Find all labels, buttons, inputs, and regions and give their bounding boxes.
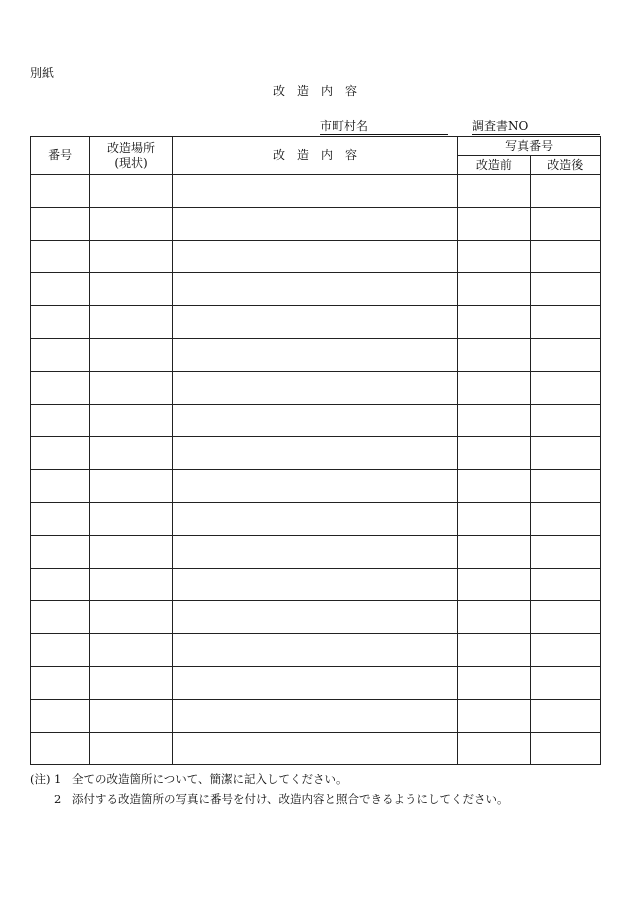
cell-location[interactable] xyxy=(90,535,172,568)
cell-photo-before[interactable] xyxy=(458,273,530,306)
table-row xyxy=(31,437,601,470)
header-location-line2: (現状) xyxy=(114,155,148,170)
cell-photo-before[interactable] xyxy=(458,404,530,437)
cell-content[interactable] xyxy=(172,470,457,503)
cell-photo-after[interactable] xyxy=(530,273,600,306)
header-after: 改造後 xyxy=(530,156,600,175)
cell-photo-after[interactable] xyxy=(530,207,600,240)
cell-photo-before[interactable] xyxy=(458,502,530,535)
municipality-field[interactable] xyxy=(320,118,448,135)
table-row xyxy=(31,273,601,306)
cell-number[interactable] xyxy=(31,634,90,667)
cell-photo-before[interactable] xyxy=(458,338,530,371)
cell-content[interactable] xyxy=(172,732,457,765)
cell-location[interactable] xyxy=(90,437,172,470)
cell-location[interactable] xyxy=(90,601,172,634)
table-row xyxy=(31,666,601,699)
cell-location[interactable] xyxy=(90,666,172,699)
cell-location[interactable] xyxy=(90,404,172,437)
cell-photo-before[interactable] xyxy=(458,601,530,634)
cell-location[interactable] xyxy=(90,568,172,601)
cell-number[interactable] xyxy=(31,601,90,634)
table-row xyxy=(31,699,601,732)
cell-number[interactable] xyxy=(31,273,90,306)
cell-photo-before[interactable] xyxy=(458,535,530,568)
note-number: 1 xyxy=(54,772,62,786)
header-photo-number: 写真番号 xyxy=(458,137,601,156)
cell-content[interactable] xyxy=(172,404,457,437)
cell-content[interactable] xyxy=(172,371,457,404)
cell-location[interactable] xyxy=(90,306,172,339)
cell-location[interactable] xyxy=(90,240,172,273)
note-text: 全ての改造箇所について、簡潔に記入してください。 xyxy=(72,772,348,786)
cell-content[interactable] xyxy=(172,666,457,699)
cell-photo-before[interactable] xyxy=(458,634,530,667)
cell-content[interactable] xyxy=(172,535,457,568)
cell-photo-before[interactable] xyxy=(458,470,530,503)
cell-number[interactable] xyxy=(31,306,90,339)
cell-number[interactable] xyxy=(31,240,90,273)
cell-content[interactable] xyxy=(172,207,457,240)
cell-location[interactable] xyxy=(90,732,172,765)
cell-number[interactable] xyxy=(31,732,90,765)
cell-number[interactable] xyxy=(31,502,90,535)
cell-photo-after[interactable] xyxy=(530,371,600,404)
cell-number[interactable] xyxy=(31,404,90,437)
cell-photo-after[interactable] xyxy=(530,175,600,208)
cell-location[interactable] xyxy=(90,338,172,371)
survey-number-label: 調査書NO xyxy=(472,119,529,133)
table-body xyxy=(31,175,601,765)
cell-photo-after[interactable] xyxy=(530,240,600,273)
table-row xyxy=(31,404,601,437)
cell-photo-after[interactable] xyxy=(530,568,600,601)
cell-content[interactable] xyxy=(172,699,457,732)
cell-photo-before[interactable] xyxy=(458,207,530,240)
cell-content[interactable] xyxy=(172,240,457,273)
cell-content[interactable] xyxy=(172,338,457,371)
modification-table xyxy=(30,136,601,765)
cell-photo-before[interactable] xyxy=(458,175,530,208)
cell-number[interactable] xyxy=(31,437,90,470)
cell-number[interactable] xyxy=(31,470,90,503)
header-content: 改 造 内 容 xyxy=(172,137,457,175)
cell-content[interactable] xyxy=(172,568,457,601)
cell-photo-before[interactable] xyxy=(458,666,530,699)
cell-number[interactable] xyxy=(31,207,90,240)
header-location-line1: 改造場所 xyxy=(107,140,156,155)
cell-location[interactable] xyxy=(90,470,172,503)
attachment-label: 別紙 xyxy=(30,66,55,80)
notes xyxy=(30,769,509,809)
cell-content[interactable] xyxy=(172,306,457,339)
note-prefix: (注) xyxy=(30,772,51,786)
table-row xyxy=(31,338,601,371)
table-row xyxy=(31,306,601,339)
municipality-label: 市町村名 xyxy=(320,119,369,133)
cell-number[interactable] xyxy=(31,371,90,404)
cell-location[interactable] xyxy=(90,634,172,667)
cell-number[interactable] xyxy=(31,175,90,208)
cell-content[interactable] xyxy=(172,634,457,667)
table-row xyxy=(31,732,601,765)
survey-number-field[interactable] xyxy=(472,118,600,135)
cell-photo-after[interactable] xyxy=(530,338,600,371)
cell-photo-before[interactable] xyxy=(458,568,530,601)
cell-number[interactable] xyxy=(31,568,90,601)
table-row xyxy=(31,601,601,634)
table-row xyxy=(31,535,601,568)
cell-content[interactable] xyxy=(172,601,457,634)
note-item xyxy=(30,769,509,789)
document-title: 改 造 内 容 xyxy=(272,84,357,98)
cell-photo-after[interactable] xyxy=(530,634,600,667)
table-row xyxy=(31,175,601,208)
cell-photo-after[interactable] xyxy=(530,666,600,699)
note-text: 添付する改造箇所の写真に番号を付け、改造内容と照合できるようにしてください。 xyxy=(72,792,509,806)
cell-number[interactable] xyxy=(31,535,90,568)
cell-location[interactable] xyxy=(90,273,172,306)
table-row xyxy=(31,502,601,535)
cell-photo-after[interactable] xyxy=(530,535,600,568)
table-row xyxy=(31,371,601,404)
note-number: 2 xyxy=(54,792,62,806)
header-location xyxy=(90,137,172,175)
cell-photo-before[interactable] xyxy=(458,699,530,732)
cell-number[interactable] xyxy=(31,699,90,732)
cell-photo-before[interactable] xyxy=(458,306,530,339)
cell-photo-after[interactable] xyxy=(530,306,600,339)
note-item xyxy=(30,789,509,809)
table-row xyxy=(31,207,601,240)
cell-location[interactable] xyxy=(90,207,172,240)
cell-photo-after[interactable] xyxy=(530,601,600,634)
table-row xyxy=(31,568,601,601)
table-row xyxy=(31,634,601,667)
table-row xyxy=(31,470,601,503)
header-before: 改造前 xyxy=(458,156,530,175)
cell-location[interactable] xyxy=(90,175,172,208)
cell-photo-after[interactable] xyxy=(530,437,600,470)
cell-content[interactable] xyxy=(172,502,457,535)
cell-photo-after[interactable] xyxy=(530,699,600,732)
cell-photo-before[interactable] xyxy=(458,371,530,404)
header-number: 番号 xyxy=(31,137,90,175)
cell-photo-after[interactable] xyxy=(530,732,600,765)
cell-photo-after[interactable] xyxy=(530,502,600,535)
cell-number[interactable] xyxy=(31,666,90,699)
table-row xyxy=(31,240,601,273)
cell-photo-before[interactable] xyxy=(458,240,530,273)
cell-photo-before[interactable] xyxy=(458,437,530,470)
cell-photo-after[interactable] xyxy=(530,404,600,437)
cell-number[interactable] xyxy=(31,338,90,371)
cell-location[interactable] xyxy=(90,502,172,535)
cell-photo-before[interactable] xyxy=(458,732,530,765)
cell-photo-after[interactable] xyxy=(530,470,600,503)
cell-content[interactable] xyxy=(172,273,457,306)
cell-location[interactable] xyxy=(90,699,172,732)
cell-content[interactable] xyxy=(172,175,457,208)
cell-location[interactable] xyxy=(90,371,172,404)
cell-content[interactable] xyxy=(172,437,457,470)
